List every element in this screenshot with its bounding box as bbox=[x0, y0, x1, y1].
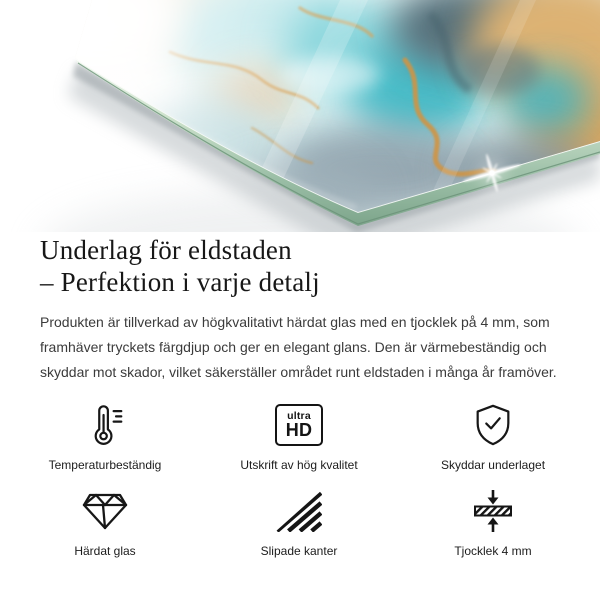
feature-polished-edges bbox=[202, 488, 396, 558]
feature-label: Temperaturbeständig bbox=[48, 458, 162, 472]
ultra-hd-icon-text-bottom: HD bbox=[285, 420, 313, 440]
ultra-hd-icon-text-top: ultra bbox=[287, 410, 311, 422]
hero-image bbox=[0, 0, 600, 232]
feature-label: Tjocklek 4 mm bbox=[454, 544, 532, 558]
feature-label: Utskrift av hög kvalitet bbox=[240, 458, 358, 472]
feature-print-quality bbox=[202, 402, 396, 472]
shield-check-icon bbox=[471, 402, 515, 448]
bevel-edges-icon bbox=[275, 488, 323, 534]
title-line2: – Perfektion i varje detalj bbox=[40, 267, 320, 297]
feature-label: Slipade kanter bbox=[260, 544, 338, 558]
product-info-section bbox=[0, 232, 600, 558]
product-description: Produkten är tillverkad av högkvalitativt härdat glas med en tjocklek på 4 mm, som framhäver tryckets färgdjup och ger en elegant glans. Den är värmebeständig och skyddar mot skador, vilket säkerställer området runt eldstaden i många år framöver. bbox=[40, 314, 557, 380]
feature-thickness bbox=[396, 488, 590, 558]
glass-panel-photo bbox=[0, 0, 600, 232]
feature-temperature-resistant bbox=[8, 402, 202, 472]
ultra-hd-icon bbox=[275, 402, 323, 448]
feature-protects-floor bbox=[396, 402, 590, 472]
diamond-icon bbox=[82, 488, 128, 534]
title-line1: Underlag för eldstaden bbox=[40, 235, 292, 265]
feature-label: Härdat glas bbox=[74, 544, 136, 558]
thermometer-icon bbox=[82, 402, 128, 448]
feature-tempered-glass bbox=[8, 488, 202, 558]
thickness-icon bbox=[471, 488, 515, 534]
feature-label: Skyddar underlaget bbox=[440, 458, 546, 472]
page-title bbox=[40, 234, 562, 298]
features-grid bbox=[0, 402, 600, 558]
